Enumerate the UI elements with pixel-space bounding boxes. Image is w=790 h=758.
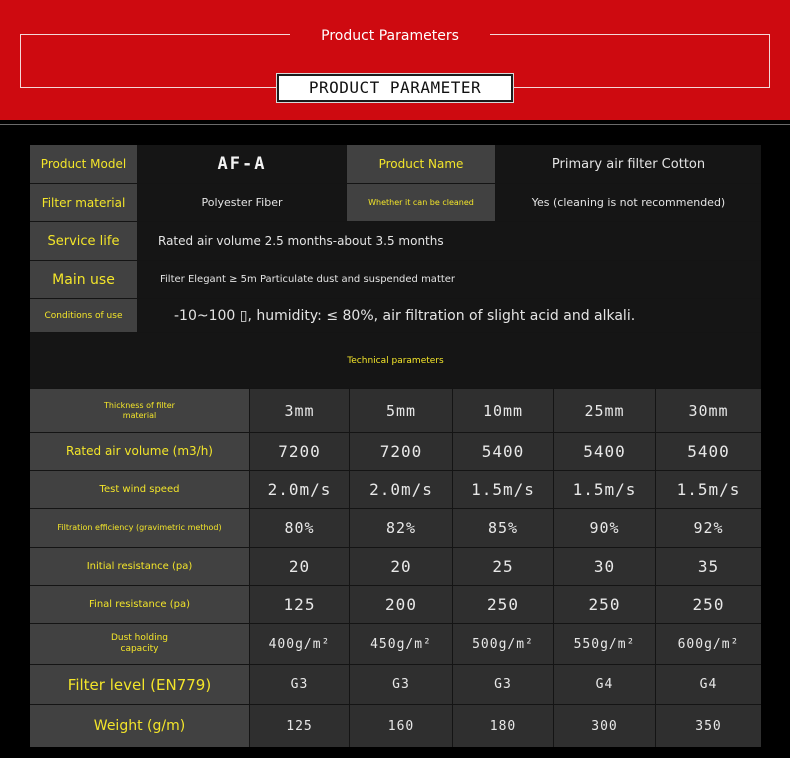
tech-value-cell: 1.5m/s — [453, 471, 553, 508]
tech-value-cell: 160 — [350, 705, 452, 747]
tech-value-cell: G3 — [350, 665, 452, 704]
header-subtitle: PRODUCT PARAMETER — [277, 74, 513, 102]
header-title: Product Parameters — [290, 26, 490, 46]
tech-value-cell: 90% — [554, 509, 655, 547]
product-name-value: Primary air filter Cotton — [496, 145, 761, 183]
tech-row-label-filter-level: Filter level (EN779) — [30, 665, 249, 704]
tech-value-cell: 2.0m/s — [250, 471, 349, 508]
tech-value-cell: 400g/m² — [250, 624, 349, 664]
cleanable-value: Yes (cleaning is not recommended) — [496, 184, 761, 221]
service-life-value: Rated air volume 2.5 months-about 3.5 months — [138, 222, 761, 260]
conditions-label: Conditions of use — [30, 299, 137, 332]
tech-value-cell: 7200 — [250, 433, 349, 470]
tech-value-cell: 80% — [250, 509, 349, 547]
tech-value-cell: 300 — [554, 705, 655, 747]
conditions-value: -10~100 ▯, humidity: ≤ 80%, air filtration of slight acid and alkali. — [138, 299, 761, 332]
tech-row-label-test-wind-speed: Test wind speed — [30, 471, 249, 508]
tech-value-cell: 550g/m² — [554, 624, 655, 664]
tech-value-cell: 20 — [250, 548, 349, 585]
tech-value-cell: 250 — [656, 586, 761, 623]
tech-row-label-initial-resistance: Initial resistance (pa) — [30, 548, 249, 585]
product-model-label: Product Model — [30, 145, 137, 183]
tech-value-cell: G4 — [554, 665, 655, 704]
tech-value-cell: 25 — [453, 548, 553, 585]
parameters-table — [30, 145, 761, 747]
tech-value-cell: 450g/m² — [350, 624, 452, 664]
service-life-label: Service life — [30, 222, 137, 260]
tech-value-cell: G3 — [250, 665, 349, 704]
tech-value-cell: 1.5m/s — [554, 471, 655, 508]
tech-value-cell: 7200 — [350, 433, 452, 470]
separator-line — [0, 124, 790, 125]
tech-value-cell: 1.5m/s — [656, 471, 761, 508]
tech-value-cell: 125 — [250, 705, 349, 747]
product-name-label: Product Name — [347, 145, 495, 183]
tech-value-cell: 5400 — [554, 433, 655, 470]
tech-value-cell: 30 — [554, 548, 655, 585]
tech-value-cell: 10mm — [453, 389, 553, 432]
filter-material-label: Filter material — [30, 184, 137, 221]
technical-parameters-title: Technical parameters — [30, 333, 761, 388]
main-use-value: Filter Elegant ≥ 5m Particulate dust and suspended matter — [138, 261, 761, 298]
tech-value-cell: 92% — [656, 509, 761, 547]
tech-value-cell: 20 — [350, 548, 452, 585]
tech-value-cell: 200 — [350, 586, 452, 623]
tech-row-label-rated-air-volume: Rated air volume (m3/h) — [30, 433, 249, 470]
tech-row-label-final-resistance: Final resistance (pa) — [30, 586, 249, 623]
tech-value-cell: 25mm — [554, 389, 655, 432]
tech-row-label-weight: Weight (g/m) — [30, 705, 249, 747]
tech-value-cell: 250 — [453, 586, 553, 623]
cleanable-label: Whether it can be cleaned — [347, 184, 495, 221]
tech-value-cell: 85% — [453, 509, 553, 547]
tech-value-cell: 82% — [350, 509, 452, 547]
tech-value-cell: 35 — [656, 548, 761, 585]
header-banner — [0, 0, 790, 120]
tech-row-label-thickness: Thickness of filter material — [30, 389, 249, 432]
tech-value-cell: 2.0m/s — [350, 471, 452, 508]
main-use-label: Main use — [30, 261, 137, 298]
tech-value-cell: 5400 — [656, 433, 761, 470]
tech-value-cell: 180 — [453, 705, 553, 747]
tech-row-label-filtration-efficiency: Filtration efficiency (gravimetric method) — [30, 509, 249, 547]
tech-value-cell: 3mm — [250, 389, 349, 432]
tech-value-cell: 125 — [250, 586, 349, 623]
tech-value-cell: 250 — [554, 586, 655, 623]
tech-value-cell: 5400 — [453, 433, 553, 470]
tech-row-label-dust-holding-capacity: Dust holding capacity — [30, 624, 249, 664]
tech-value-cell: 500g/m² — [453, 624, 553, 664]
filter-material-value: Polyester Fiber — [138, 184, 346, 221]
product-model-value: AF-A — [138, 145, 346, 183]
tech-value-cell: 30mm — [656, 389, 761, 432]
tech-value-cell: 350 — [656, 705, 761, 747]
tech-value-cell: 5mm — [350, 389, 452, 432]
tech-value-cell: G4 — [656, 665, 761, 704]
tech-value-cell: G3 — [453, 665, 553, 704]
tech-value-cell: 600g/m² — [656, 624, 761, 664]
